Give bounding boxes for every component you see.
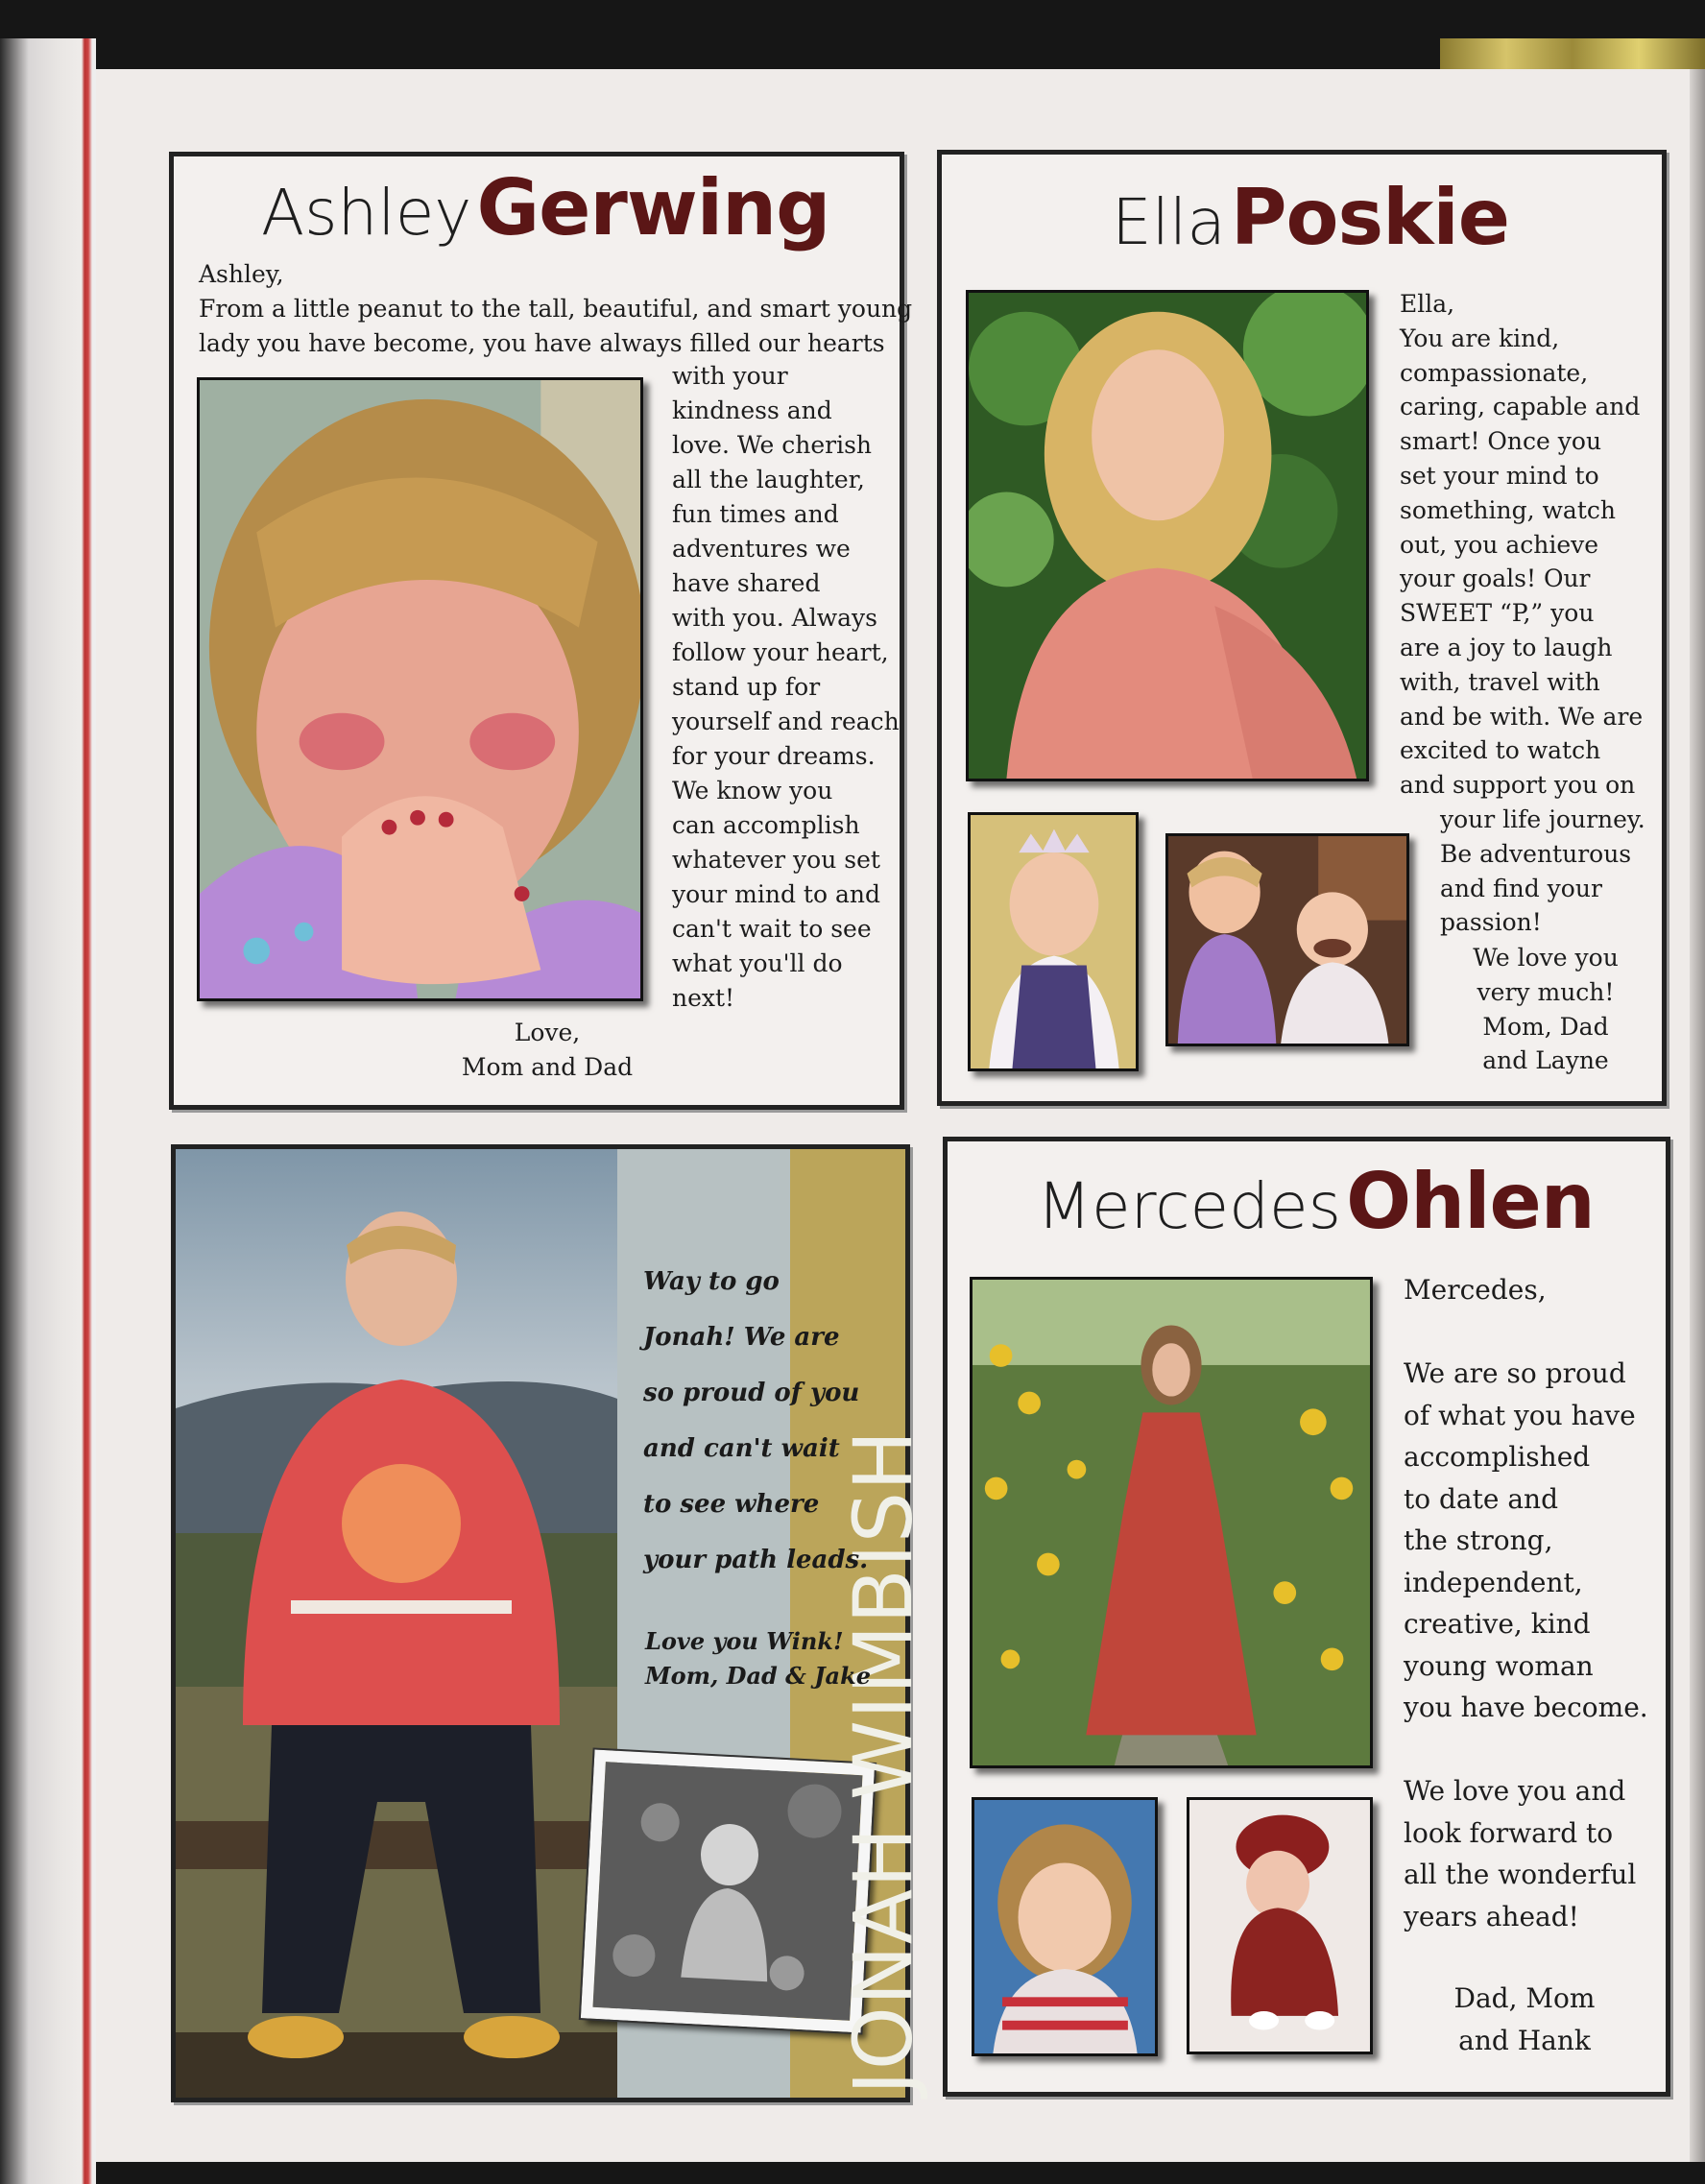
text-line: the strong, (1404, 1524, 1553, 1556)
text-line: you have become. (1404, 1692, 1648, 1723)
text-line: with you. Always (672, 604, 877, 632)
text-line: Ashley, (199, 260, 284, 288)
text-line: Mom and Dad (461, 1053, 634, 1081)
jonah-name-text: JONAH WIMBISH (836, 1428, 930, 2095)
text-line: Dad, Mom (1453, 1982, 1596, 2014)
text-line: passion! (1440, 908, 1542, 937)
ella-last-name: Poskie (1230, 173, 1510, 262)
text-line: set your mind to (1400, 461, 1599, 490)
text-line: are a joy to laugh (1400, 633, 1613, 661)
text-line: so proud of you (643, 1379, 860, 1407)
text-line: accomplished (1404, 1441, 1591, 1473)
spacer (1404, 1311, 1648, 1354)
text-line: out, you achieve (1400, 530, 1599, 559)
text-line: creative, kind (1404, 1608, 1591, 1640)
text-line: Jonah! We are (643, 1323, 840, 1352)
text-line: You are kind, (1400, 324, 1560, 352)
text-line: Love, (514, 1019, 581, 1046)
text-line: your mind to and (672, 880, 880, 908)
text-line: We love you and (1404, 1775, 1626, 1807)
text-line: lady you have become, you have always filled our hearts (199, 329, 885, 357)
jonah-signature (645, 1624, 871, 1693)
text-line: and support you on (1400, 771, 1636, 800)
text-line: something, watch (1400, 495, 1616, 524)
text-line: adventures we (672, 535, 851, 563)
mercedes-salutation: Mercedes, (1404, 1274, 1547, 1306)
text-line: your path leads. (643, 1546, 869, 1574)
ashley-title (261, 163, 829, 252)
mercedes-signature (1429, 1978, 1621, 2061)
text-line: and be with. We are (1400, 702, 1644, 731)
ashley-intro-text (199, 257, 912, 361)
book-spine-edge (0, 38, 96, 2184)
text-line: with, travel with (1400, 667, 1600, 696)
text-line: and Layne (1482, 1046, 1609, 1075)
text-line: We know you (672, 777, 833, 804)
text-line: and can't wait (643, 1434, 840, 1463)
text-line: Mom, Dad & Jake (645, 1662, 872, 1690)
text-line: years ahead! (1404, 1900, 1579, 1932)
text-line: whatever you set (672, 846, 880, 874)
text-line: From a little peanut to the tall, beautiful, and smart young (199, 295, 913, 323)
text-line: love. We cherish (672, 431, 873, 459)
text-line: to date and (1404, 1482, 1558, 1515)
text-line: yourself and reach (672, 708, 900, 735)
ella-baby-crown-photo (968, 812, 1139, 1071)
text-line: what you'll do (672, 949, 843, 977)
text-line: smart! Once you (1400, 427, 1602, 456)
text-line: Love you Wink! (645, 1627, 844, 1655)
text-line: Way to go (643, 1267, 780, 1296)
mercedes-sunflower-photo (970, 1277, 1373, 1768)
text-line: SWEET “P,” you (1400, 599, 1595, 628)
ella-senior-photo (966, 290, 1369, 781)
text-line: fun times and (672, 500, 839, 528)
ella-title (1112, 173, 1509, 262)
text-line: We love you (1473, 944, 1619, 972)
jonah-message (643, 1254, 868, 1588)
mercedes-text (1404, 1269, 1648, 1937)
ashley-toddler-photo (197, 377, 643, 1001)
text-line: to see where (643, 1490, 820, 1519)
text-line: can't wait to see (672, 915, 872, 943)
text-line: can accomplish (672, 811, 860, 839)
ella-lower-text (1440, 803, 1645, 940)
mercedes-toddler-photo (972, 1797, 1158, 2056)
text-line: very much! (1477, 977, 1615, 1006)
jonah-baby-photo (581, 1750, 875, 2033)
text-line: and Hank (1458, 2024, 1591, 2056)
text-line: your goals! Our (1400, 564, 1591, 593)
mercedes-baby-photo (1187, 1797, 1373, 2054)
text-line: independent, (1404, 1566, 1583, 1598)
mercedes-first-name: Mercedes (1037, 1169, 1342, 1243)
text-line: look forward to (1404, 1816, 1614, 1849)
ella-siblings-photo (1165, 833, 1409, 1046)
text-line: next! (672, 984, 735, 1012)
text-line: for your dreams. (672, 742, 876, 770)
text-line: your life journey. (1440, 805, 1645, 833)
text-line: Be adventurous (1440, 839, 1632, 868)
text-line: caring, capable and (1400, 393, 1641, 421)
text-line: follow your heart, (672, 638, 889, 666)
text-line: with your (672, 362, 788, 390)
text-line: and find your (1440, 874, 1602, 902)
mercedes-last-name: Ohlen (1346, 1157, 1595, 1246)
text-line: of what you have (1404, 1399, 1636, 1431)
ella-first-name: Ella (1112, 185, 1226, 259)
text-line: kindness and (672, 396, 832, 424)
text-line: all the laughter, (672, 466, 865, 493)
text-line: all the wonderful (1404, 1859, 1637, 1890)
text-line: Ella, (1400, 290, 1455, 318)
ashley-side-text (672, 359, 900, 1016)
text-line: have shared (672, 569, 821, 597)
spacer (1404, 1729, 1648, 1771)
text-line: young woman (1404, 1649, 1594, 1682)
text-line: Mom, Dad (1482, 1012, 1609, 1041)
page-right-edge (1690, 69, 1705, 2162)
text-line: excited to watch (1400, 736, 1601, 765)
ella-signature (1440, 941, 1651, 1078)
text-line: We are so proud (1404, 1357, 1626, 1389)
ashley-last-name: Gerwing (476, 163, 830, 252)
text-line: compassionate, (1400, 358, 1589, 387)
ella-side-text (1400, 287, 1643, 803)
ashley-first-name: Ashley (261, 176, 472, 250)
ashley-signature (422, 1016, 672, 1085)
text-line: stand up for (672, 673, 821, 701)
mercedes-title (1037, 1157, 1595, 1246)
